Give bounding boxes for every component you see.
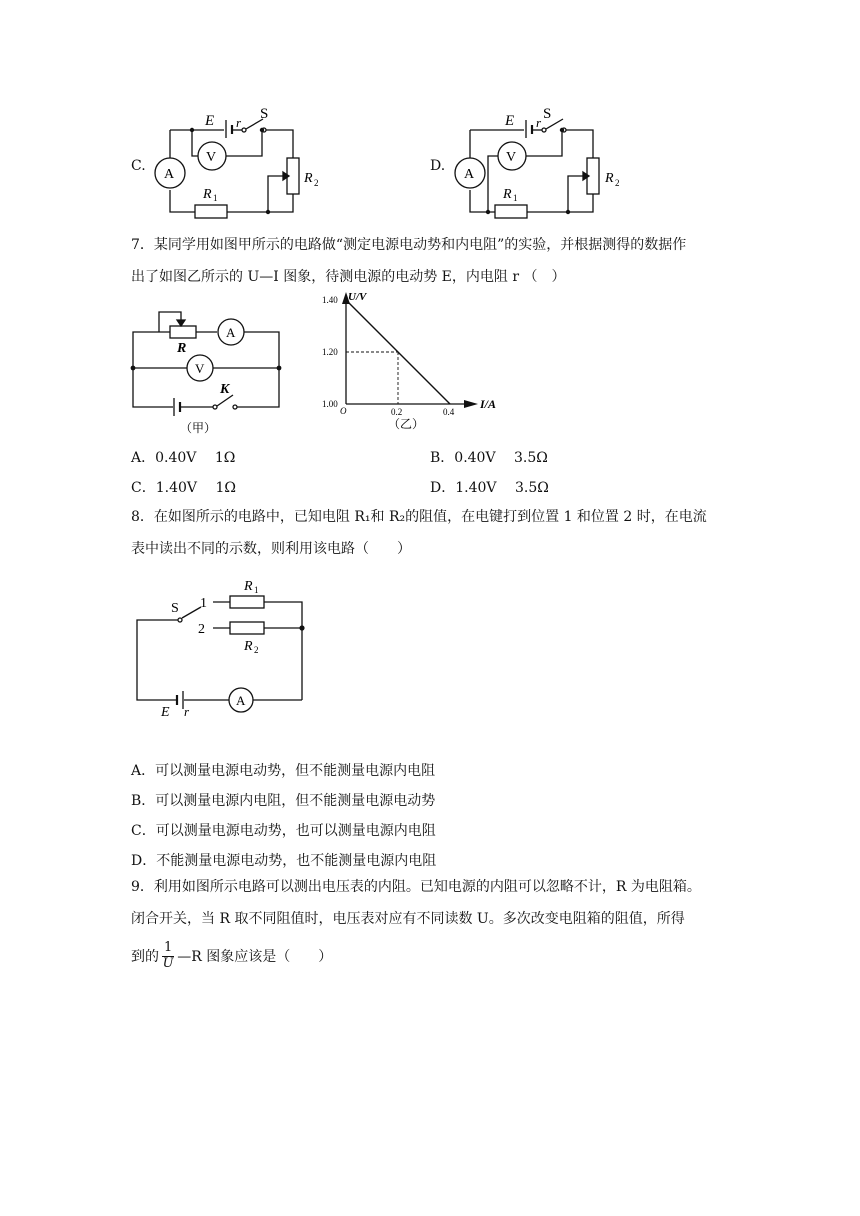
graph-caption: （乙） xyxy=(388,417,425,431)
q7-option-d[interactable]: D．1.40V 3.5Ω xyxy=(430,480,549,496)
q7-text-line2: 出了如图乙所示的 U—I 图象，待测电源的电动势 E，内电阻 r （ ） xyxy=(131,269,566,285)
label-r1-sub: 1 xyxy=(513,193,518,203)
fraction-numerator: 1 xyxy=(164,940,173,956)
label-s: S xyxy=(260,106,269,122)
label-r: r xyxy=(236,115,242,130)
q9-text-line1: 9．利用如图所示电路可以测出电压表的内阻。已知电源的内阻可以忽略不计，R 为电阻箱。 xyxy=(131,879,701,895)
voltmeter-symbol: V xyxy=(195,361,205,376)
y-tick-label: 1.20 xyxy=(322,347,338,357)
voltmeter-symbol: V xyxy=(506,150,517,165)
q7-option-c[interactable]: C．1.40V 1Ω xyxy=(131,480,236,496)
q6-option-c-label[interactable]: C. xyxy=(131,158,146,174)
y-tick-label: 1.00 xyxy=(322,399,338,409)
label-r: R xyxy=(177,341,187,356)
q9-line3-prefix: 到的 xyxy=(131,949,159,965)
label-r2-sub: 2 xyxy=(314,178,319,188)
x-tick-label: 0.4 xyxy=(443,407,455,417)
q7-circuit-jia xyxy=(125,300,285,435)
label-s: S xyxy=(543,106,552,122)
fraction-denominator: U xyxy=(162,955,174,971)
q8-circuit xyxy=(125,570,315,720)
label-r1: R xyxy=(503,187,512,202)
voltmeter-symbol: V xyxy=(206,150,217,165)
x-axis-arrow xyxy=(464,400,478,408)
ammeter-symbol: A xyxy=(226,325,236,340)
q7-option-b[interactable]: B．0.40V 3.5Ω xyxy=(430,450,548,466)
ammeter-symbol: A xyxy=(236,693,246,708)
q9-line3-suffix: —R 图象应该是（ ） xyxy=(177,949,333,965)
q7-text-line1: 7．某同学用如图甲所示的电路做“测定电源电动势和内电阻”的实验，并根据测得的数据作 xyxy=(131,237,687,253)
label-r2: R xyxy=(304,171,313,186)
q6-option-d-label[interactable]: D. xyxy=(430,158,446,174)
q8-option-c[interactable]: C．可以测量电源电动势，也可以测量电源内电阻 xyxy=(131,823,436,839)
q8-option-d[interactable]: D．不能测量电源电动势，也不能测量电源内电阻 xyxy=(131,853,437,869)
label-r: r xyxy=(536,115,542,130)
q8-text-line2: 表中读出不同的示数，则利用该电路（ ） xyxy=(131,541,411,557)
q7-option-a[interactable]: A．0.40V 1Ω xyxy=(131,450,236,466)
position-2: 2 xyxy=(198,622,205,637)
label-s: S xyxy=(171,601,179,616)
y-tick-label: 1.40 xyxy=(322,295,338,305)
x-tick-label: 0.2 xyxy=(391,407,403,417)
q6-circuit-c xyxy=(150,100,320,225)
label-r2: R xyxy=(244,639,253,654)
label-k: K xyxy=(220,382,230,397)
label-e: E xyxy=(505,113,515,129)
circuit-caption: （甲） xyxy=(180,421,217,435)
q8-option-b[interactable]: B．可以测量电源内电阻，但不能测量电源电动势 xyxy=(131,793,436,809)
label-r2-sub: 2 xyxy=(254,645,259,655)
q8-text-line1: 8．在如图所示的电路中，已知电阻 R₁和 R₂的阻值，在电键打到位置 1 和位置 2 时，在电流 xyxy=(131,509,707,525)
q8-option-a[interactable]: A．可以测量电源电动势，但不能测量电源内电阻 xyxy=(131,763,436,779)
label-e: E xyxy=(205,113,215,129)
q7-ui-graph xyxy=(318,288,508,436)
label-r2: R xyxy=(605,171,614,186)
label-r: r xyxy=(184,704,190,719)
label-r2-sub: 2 xyxy=(615,178,620,188)
label-r1-sub: 1 xyxy=(254,585,259,595)
position-1: 1 xyxy=(200,596,207,611)
fraction-1-over-u xyxy=(162,941,174,971)
label-r1-sub: 1 xyxy=(213,193,218,203)
ammeter-symbol: A xyxy=(164,167,175,182)
q9-text-line2: 闭合开关，当 R 取不同阻值时，电压表对应有不同读数 U。多次改变电阻箱的阻值，所得 xyxy=(131,911,685,927)
q6-circuit-d xyxy=(450,100,625,225)
x-axis-label: I/A xyxy=(480,397,497,411)
ammeter-symbol: A xyxy=(464,167,475,182)
q9-text-line3 xyxy=(131,938,332,974)
y-axis-label: U/V xyxy=(348,291,367,303)
origin-label: O xyxy=(340,406,347,416)
label-e: E xyxy=(161,705,170,720)
label-r1: R xyxy=(203,187,212,202)
label-r1: R xyxy=(244,579,253,594)
